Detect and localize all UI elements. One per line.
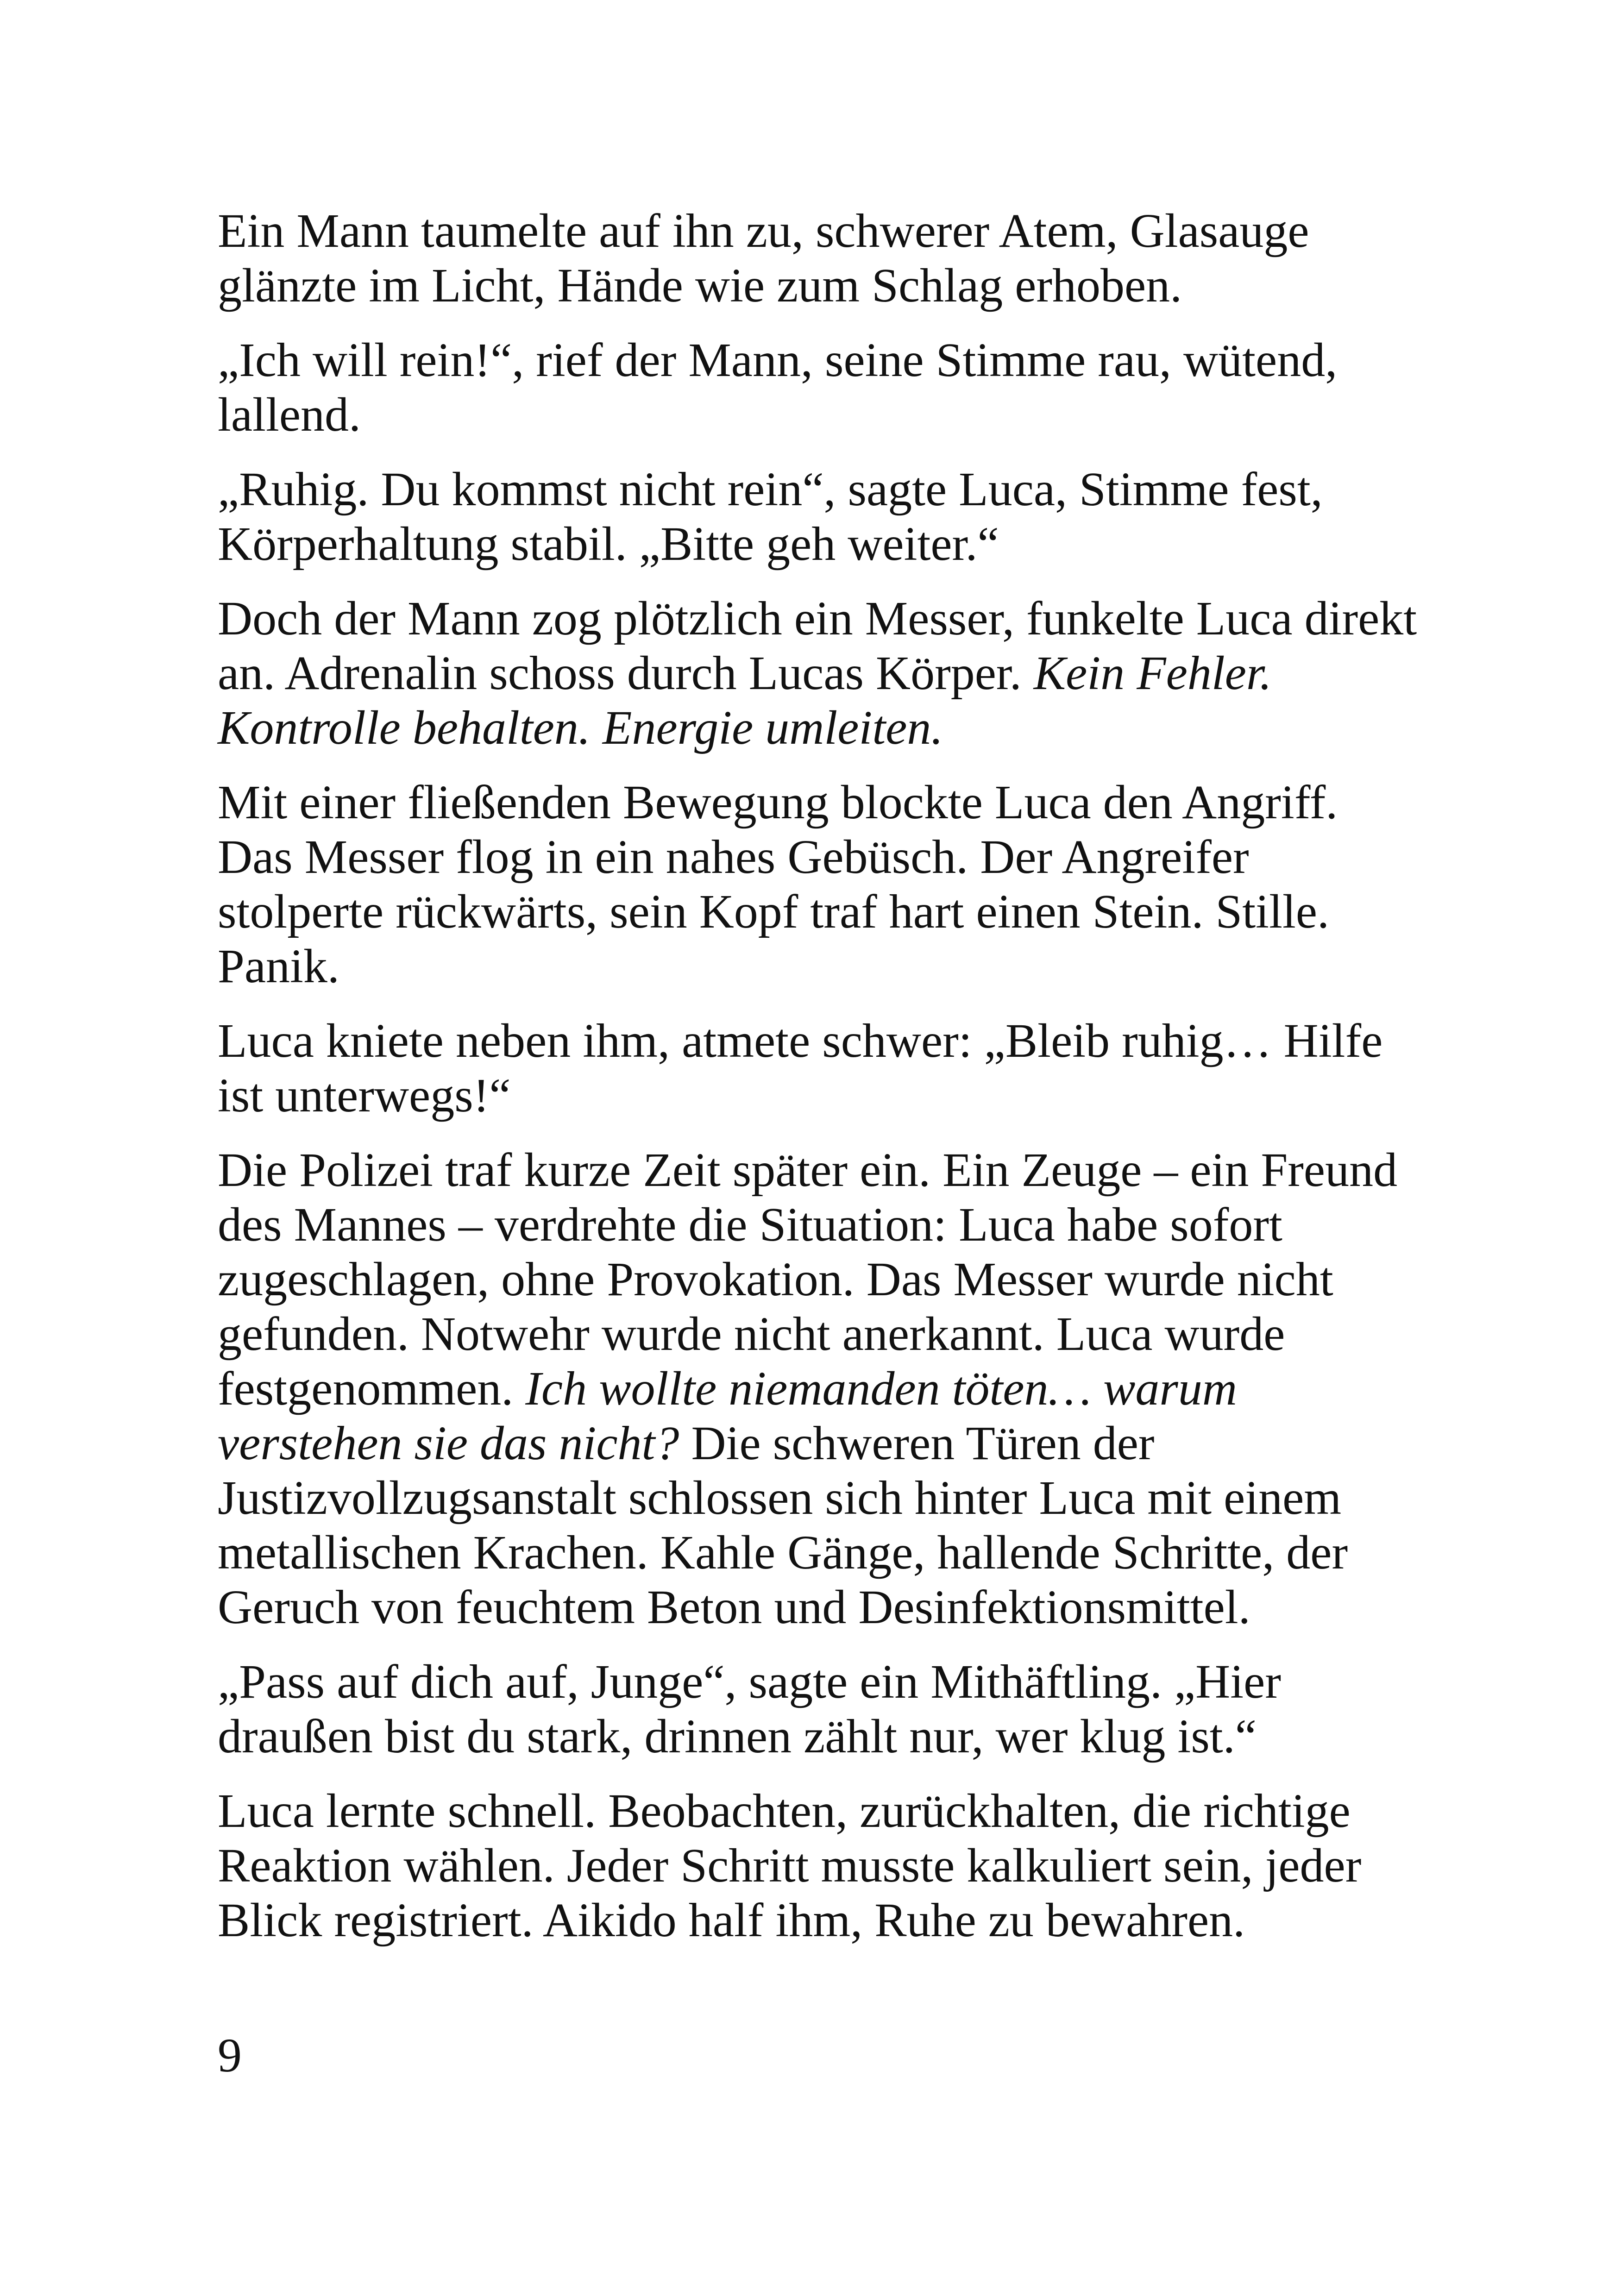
paragraph-text: „Ruhig. Du kommst nicht rein“, sagte Luca, Stimme fest, Körperhaltung stabil. „Bitte geh weiter.“ (218, 463, 1323, 571)
paragraph-text: Die Polizei traf kurze Zeit später ein. Ein Zeuge – ein Freund des Mannes – verdrehte die Situation: Luca habe sofort zugeschlagen, ohne Provokation. Das Messer wurde nicht gefunden. Notwehr wurde nicht anerkannt. Luca wurde festgenommen. (218, 1143, 1398, 1415)
italic-thought: Ich wollte niemanden töten… warum verstehen sie das nicht? (218, 1362, 1237, 1470)
paragraph-text: Die schweren Türen der Justizvollzugsanstalt schlossen sich hinter Luca mit einem metallischen Krachen. Kahle Gänge, hallende Schritte, der Geruch von feuchtem Beton und Desinfektionsmittel. (218, 1417, 1348, 1634)
paragraph-text: Doch der Mann zog plötzlich ein Messer, funkelte Luca direkt an. Adrenalin schoss durch Lucas Körper. (218, 592, 1417, 700)
paragraph (218, 1014, 1422, 1123)
paragraph (218, 462, 1422, 571)
paragraph (218, 1143, 1422, 1635)
paragraph (218, 1784, 1422, 1948)
body-text (218, 204, 1422, 1968)
paragraph (218, 333, 1422, 442)
paragraph (218, 204, 1422, 313)
paragraph (218, 591, 1422, 755)
paragraph-text: „Pass auf dich auf, Junge“, sagte ein Mithäftling. „Hier draußen bist du stark, drinnen zählt nur, wer klug ist.“ (218, 1655, 1281, 1763)
paragraph-text: Luca kniete neben ihm, atmete schwer: „Bleib ruhig… Hilfe ist unterwegs!“ (218, 1014, 1383, 1122)
paragraph-text: Ein Mann taumelte auf ihn zu, schwerer Atem, Glasauge glänzte im Licht, Hände wie zum Schlag erhoben. (218, 204, 1309, 312)
paragraph-text: Luca lernte schnell. Beobachten, zurückhalten, die richtige Reaktion wählen. Jeder Schritt musste kalkuliert sein, jeder Blick registriert. Aikido half ihm, Ruhe zu bewahren. (218, 1784, 1362, 1947)
paragraph-text: Mit einer fließenden Bewegung blockte Luca den Angriff. Das Messer flog in ein nahes Gebüsch. Der Angreifer stolperte rückwärts, sein Kopf traf hart einen Stein. Stille. Panik. (218, 776, 1338, 993)
page-number: 9 (218, 2029, 242, 2082)
paragraph (218, 1655, 1422, 1764)
paragraph (218, 775, 1422, 994)
paragraph-text: „Ich will rein!“, rief der Mann, seine Stimme rau, wütend, lallend. (218, 333, 1338, 441)
italic-thought: Kein Fehler. Kontrolle behalten. Energie umleiten. (218, 646, 1272, 754)
